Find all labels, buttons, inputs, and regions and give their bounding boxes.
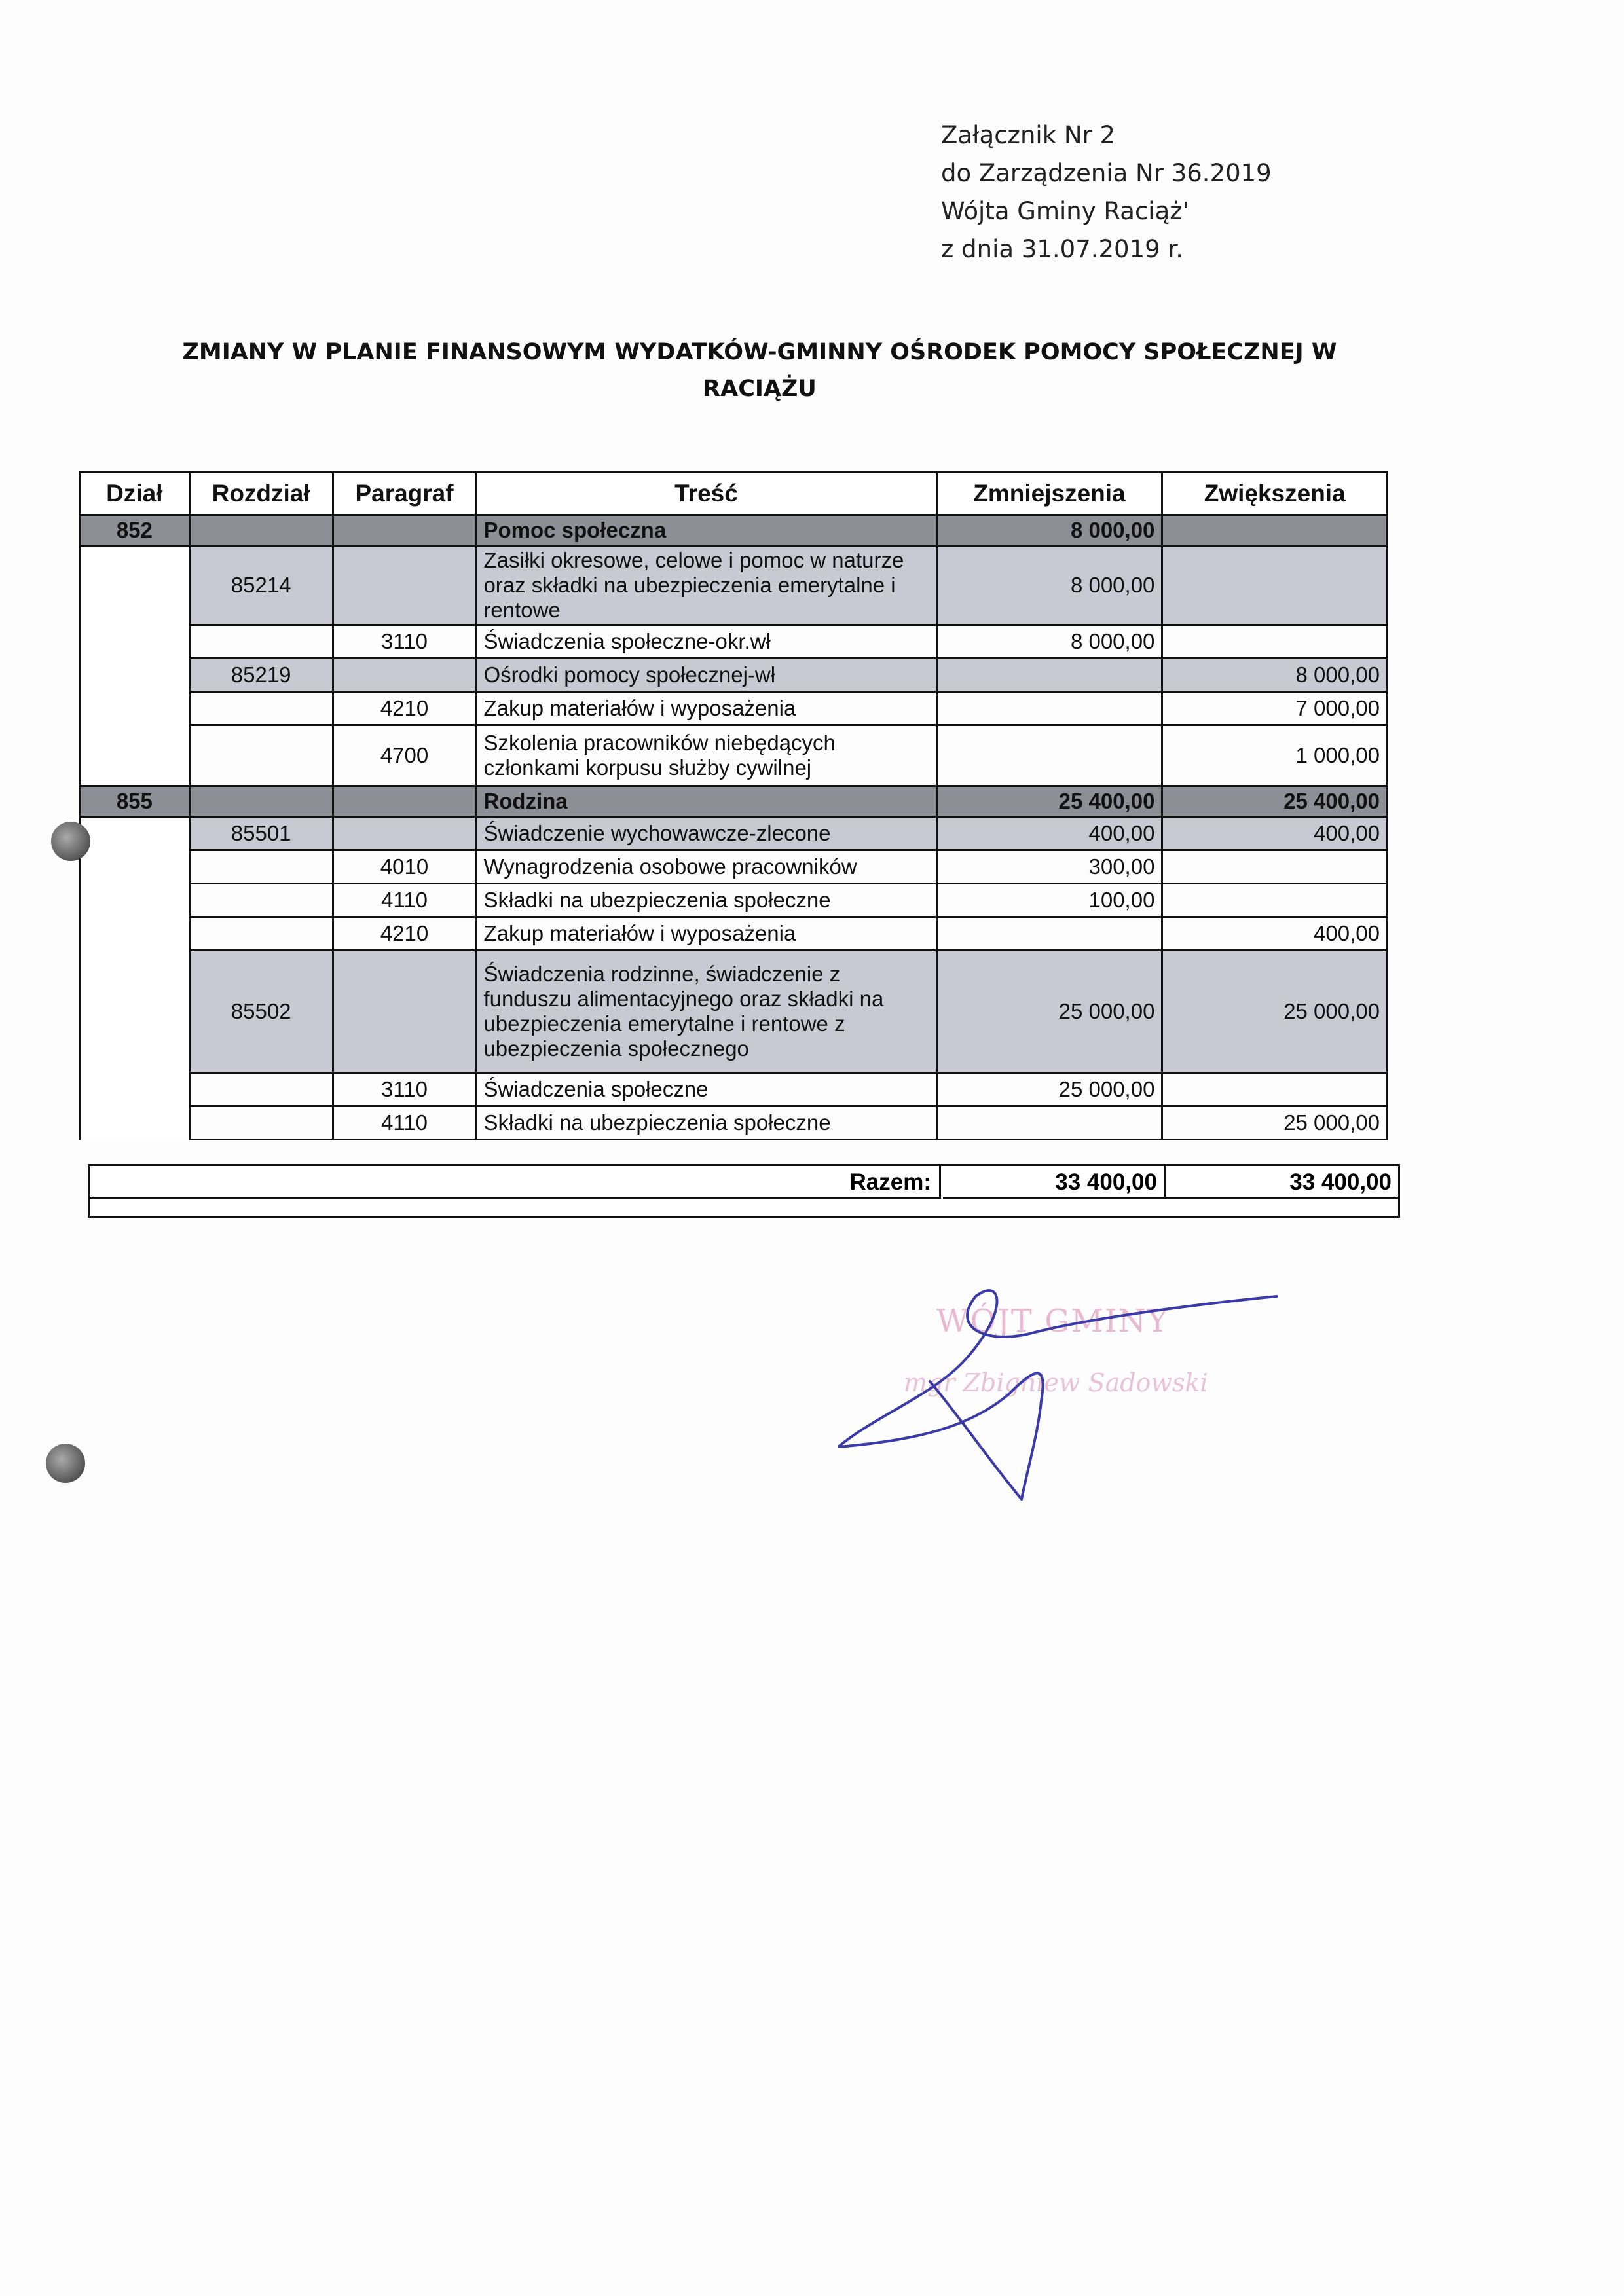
cell-paragraf <box>333 817 476 850</box>
table-row <box>80 625 1388 659</box>
cell-paragraf <box>333 786 476 817</box>
cell-zwiekszenia <box>1162 1073 1388 1106</box>
total-zwiekszenia: 33 400,00 <box>1166 1166 1398 1199</box>
cell-zwiekszenia <box>1162 884 1388 917</box>
cell-rozdzial <box>189 692 333 725</box>
cell-rozdzial <box>189 917 333 951</box>
cell-zwiekszenia <box>1162 850 1388 884</box>
cell-zwiekszenia: 1 000,00 <box>1162 725 1388 786</box>
cell-dzial <box>80 917 190 951</box>
cell-dzial <box>80 884 190 917</box>
cell-paragraf <box>333 546 476 625</box>
cell-zmniejszenia: 100,00 <box>936 884 1162 917</box>
column-header-zwiekszenia: Zwiększenia <box>1162 473 1388 515</box>
cell-zmniejszenia <box>936 917 1162 951</box>
cell-paragraf: 4010 <box>333 850 476 884</box>
cell-zmniejszenia <box>936 725 1162 786</box>
cell-tresc: Ośrodki pomocy społecznej-wł <box>476 659 936 692</box>
cell-zmniejszenia: 400,00 <box>936 817 1162 850</box>
cell-dzial <box>80 817 190 850</box>
cell-dzial <box>80 659 190 692</box>
cell-dzial <box>80 1073 190 1106</box>
cell-tresc: Rodzina <box>476 786 936 817</box>
cell-rozdzial <box>189 1106 333 1140</box>
header-line-2: do Zarządzenia Nr 36.2019 <box>941 159 1272 187</box>
cell-paragraf <box>333 951 476 1073</box>
column-header-dzial: Dział <box>80 473 190 515</box>
cell-zmniejszenia: 300,00 <box>936 850 1162 884</box>
column-header-rozdzial: Rozdział <box>189 473 333 515</box>
cell-dzial <box>80 625 190 659</box>
table-row <box>80 692 1388 725</box>
header-line-4: z dnia 31.07.2019 r. <box>941 235 1184 263</box>
cell-rozdzial: 85214 <box>189 546 333 625</box>
cell-paragraf: 4210 <box>333 692 476 725</box>
punch-hole-icon <box>51 822 90 861</box>
cell-tresc: Świadczenia społeczne <box>476 1073 936 1106</box>
signature-icon <box>838 1283 1297 1532</box>
cell-paragraf: 3110 <box>333 625 476 659</box>
cell-zmniejszenia <box>936 692 1162 725</box>
cell-zmniejszenia: 8 000,00 <box>936 625 1162 659</box>
cell-zmniejszenia: 25 000,00 <box>936 951 1162 1073</box>
cell-zwiekszenia <box>1162 515 1388 546</box>
table-row <box>80 546 1388 625</box>
cell-tresc: Świadczenia społeczne-okr.wł <box>476 625 936 659</box>
cell-rozdzial <box>189 625 333 659</box>
table-header-row <box>80 473 1388 515</box>
cell-dzial <box>80 546 190 625</box>
cell-tresc: Zakup materiałów i wyposażenia <box>476 692 936 725</box>
cell-tresc: Składki na ubezpieczenia społeczne <box>476 1106 936 1140</box>
cell-rozdzial <box>189 515 333 546</box>
cell-tresc: Pomoc społeczna <box>476 515 936 546</box>
cell-rozdzial: 85501 <box>189 817 333 850</box>
cell-rozdzial <box>189 850 333 884</box>
cell-tresc: Składki na ubezpieczenia społeczne <box>476 884 936 917</box>
cell-rozdzial <box>189 884 333 917</box>
signature-stamp <box>838 1283 1297 1532</box>
table-row <box>80 659 1388 692</box>
cell-zmniejszenia <box>936 659 1162 692</box>
cell-dzial <box>80 951 190 1073</box>
stamp-name: mgr Zbigniew Sadowski <box>904 1368 1208 1397</box>
cell-dzial <box>80 1106 190 1140</box>
header-line-1: Załącznik Nr 2 <box>941 121 1116 149</box>
cell-dzial <box>80 692 190 725</box>
cell-tresc: Świadczenia rodzinne, świadczenie z funduszu alimentacyjnego oraz składki na ubezpieczenia emerytalne i rentowe z ubezpieczenia społecznego <box>476 951 936 1073</box>
cell-paragraf <box>333 659 476 692</box>
cell-paragraf <box>333 515 476 546</box>
header-line-3: Wójta Gminy Raciąż' <box>941 197 1189 225</box>
cell-zwiekszenia: 25 400,00 <box>1162 786 1388 817</box>
cell-rozdzial <box>189 725 333 786</box>
cell-zwiekszenia: 400,00 <box>1162 817 1388 850</box>
total-zmniejszenia: 33 400,00 <box>943 1166 1166 1199</box>
cell-dzial <box>80 850 190 884</box>
cell-paragraf: 4210 <box>333 917 476 951</box>
cell-tresc: Szkolenia pracowników niebędących członkami korpusu służby cywilnej <box>476 725 936 786</box>
total-row <box>88 1164 1400 1218</box>
cell-zwiekszenia: 8 000,00 <box>1162 659 1388 692</box>
table-row <box>80 817 1388 850</box>
cell-tresc: Wynagrodzenia osobowe pracowników <box>476 850 936 884</box>
attachment-header <box>941 117 1272 268</box>
cell-zwiekszenia <box>1162 625 1388 659</box>
cell-zwiekszenia: 7 000,00 <box>1162 692 1388 725</box>
table-row <box>80 884 1388 917</box>
punch-hole-icon <box>46 1444 85 1483</box>
cell-zwiekszenia: 25 000,00 <box>1162 1106 1388 1140</box>
column-header-tresc: Treść <box>476 473 936 515</box>
cell-paragraf: 4110 <box>333 1106 476 1140</box>
cell-rozdzial <box>189 786 333 817</box>
table-row <box>80 850 1388 884</box>
total-label: Razem: <box>90 1166 941 1199</box>
table-row <box>80 725 1388 786</box>
financial-plan-table <box>79 471 1388 1140</box>
cell-rozdzial: 85219 <box>189 659 333 692</box>
cell-paragraf: 4110 <box>333 884 476 917</box>
cell-rozdzial: 85502 <box>189 951 333 1073</box>
table-row <box>80 951 1388 1073</box>
cell-zmniejszenia: 25 000,00 <box>936 1073 1162 1106</box>
document-title: ZMIANY W PLANIE FINANSOWYM WYDATKÓW-GMINNY OŚRODEK POMOCY SPOŁECZNEJ W RACIĄŻU <box>182 339 1337 402</box>
table-row <box>80 917 1388 951</box>
cell-tresc: Zasiłki okresowe, celowe i pomoc w naturze oraz składki na ubezpieczenia emerytalne i rentowe <box>476 546 936 625</box>
cell-dzial <box>80 725 190 786</box>
cell-tresc: Zakup materiałów i wyposażenia <box>476 917 936 951</box>
cell-zwiekszenia: 400,00 <box>1162 917 1388 951</box>
cell-dzial: 852 <box>80 515 190 546</box>
cell-zmniejszenia: 25 400,00 <box>936 786 1162 817</box>
table-row <box>80 515 1388 546</box>
cell-paragraf: 4700 <box>333 725 476 786</box>
cell-paragraf: 3110 <box>333 1073 476 1106</box>
table-row <box>80 1106 1388 1140</box>
stamp-title: WÓJT GMINY <box>936 1303 1170 1339</box>
column-header-paragraf: Paragraf <box>333 473 476 515</box>
cell-zmniejszenia: 8 000,00 <box>936 546 1162 625</box>
cell-rozdzial <box>189 1073 333 1106</box>
cell-dzial: 855 <box>80 786 190 817</box>
cell-zmniejszenia <box>936 1106 1162 1140</box>
table-row <box>80 1073 1388 1106</box>
cell-zmniejszenia: 8 000,00 <box>936 515 1162 546</box>
column-header-zmniejszenia: Zmniejszenia <box>936 473 1162 515</box>
cell-tresc: Świadczenie wychowawcze-zlecone <box>476 817 936 850</box>
cell-zwiekszenia <box>1162 546 1388 625</box>
cell-zwiekszenia: 25 000,00 <box>1162 951 1388 1073</box>
table-row <box>80 786 1388 817</box>
